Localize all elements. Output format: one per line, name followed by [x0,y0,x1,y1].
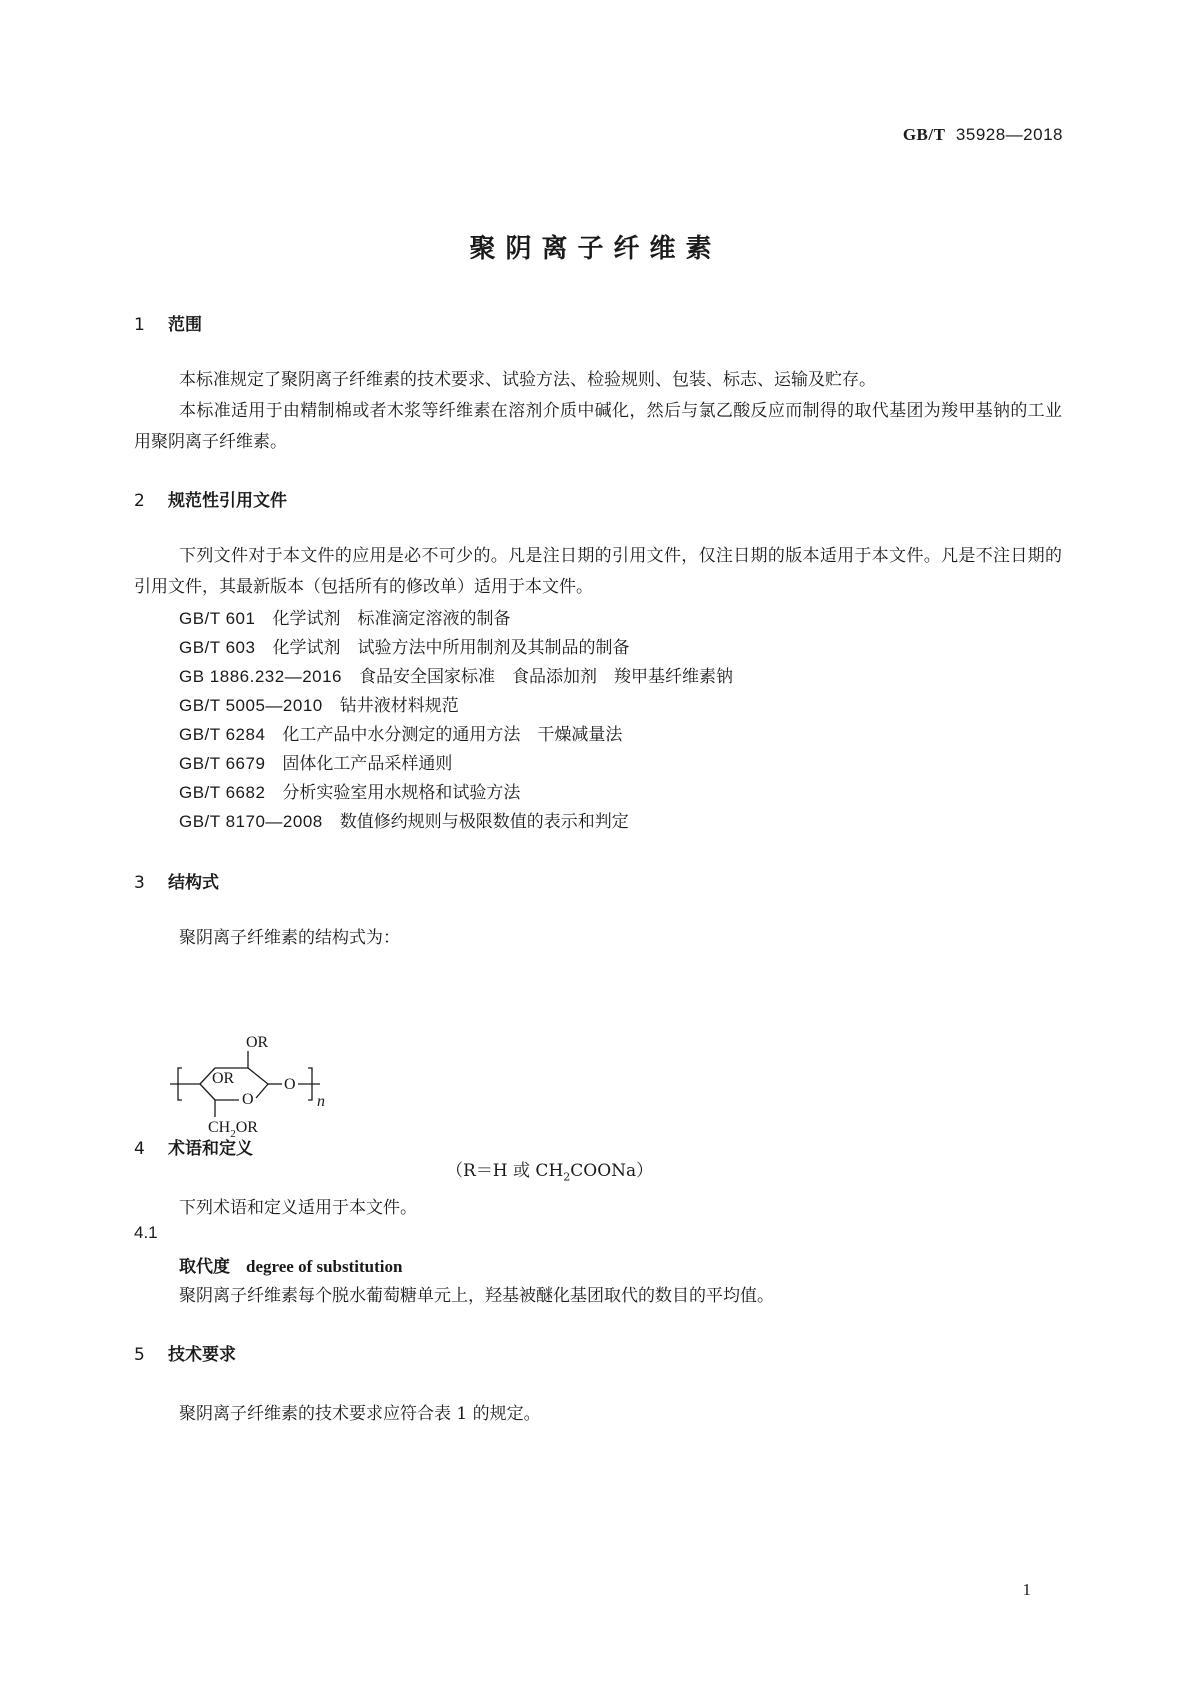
section-1-paragraph-2: 本标准适用于由精制棉或者木浆等纤维素在溶剂介质中碱化，然后与氯乙酸反应而制得的取代基团为羧甲基钠的工业用聚阴离子纤维素。 [134,401,1062,452]
reference-item [179,604,510,629]
formula-ring-oxygen: O [242,1091,254,1108]
term-english: degree of substitution [246,1257,403,1276]
section-title: 术语和定义 [168,1139,253,1159]
section-number: 2 [134,491,145,511]
section-number: 3 [134,873,145,893]
reference-code: GB 1886.232—2016 [179,667,343,686]
reference-item [179,807,629,832]
reference-item [179,691,459,716]
reference-code: GB/T 6679 [179,754,266,773]
document-title: 聚阴离子纤维素 [469,234,722,264]
formula-or-left: OR [212,1070,235,1087]
formula-n: n [317,1093,325,1110]
formula-sub2: 2 [230,1128,236,1140]
reference-code: GB/T 6682 [179,783,266,802]
reference-title: 钻井液材料规范 [339,696,459,716]
section-4-intro: 下列术语和定义适用于本文件。 [179,1198,417,1218]
section-2-heading [134,486,287,511]
section-title: 范围 [168,315,202,335]
reference-code: GB/T 603 [179,638,256,657]
standard-code-number: 35928—2018 [955,125,1063,144]
section-3-heading [134,868,219,893]
reference-item [179,778,520,803]
reference-title: 化学试剂 标准滴定溶液的制备 [272,609,511,629]
page-number: 1 [1022,1580,1031,1599]
section-4-heading [134,1134,253,1159]
section-title: 规范性引用文件 [168,491,287,511]
section-number: 1 [134,315,145,335]
reference-item [179,633,629,658]
caption-pre: （R＝H 或 CH [446,1161,564,1181]
section-1-paragraph-1: 本标准规定了聚阴离子纤维素的技术要求、试验方法、检验规则、包装、标志、运输及贮存。 [179,370,876,390]
section-5-intro: 聚阴离子纤维素的技术要求应符合表 1 的规定。 [179,1404,541,1424]
reference-code: GB/T 8170—2008 [179,812,323,831]
formula-or-bottom: OR [235,1119,258,1136]
section-2-intro: 下列文件对于本文件的应用是必不可少的。凡是注日期的引用文件，仅注日期的版本适用于本文件。凡是不注日期的引用文件，其最新版本（包括所有的修改单）适用于本文件。 [134,546,1062,597]
caption-post: COONa） [570,1161,654,1181]
formula-or-top: OR [246,1034,269,1051]
formula-ch: CH [208,1119,231,1136]
section-5-heading [134,1340,236,1365]
section-number: 5 [134,1345,145,1365]
section-3-intro: 聚阴离子纤维素的结构式为： [179,928,400,948]
reference-item [179,749,452,774]
reference-code: GB/T 601 [179,609,256,628]
term-definition: 聚阴离子纤维素每个脱水葡萄糖单元上，羟基被醚化基团取代的数目的平均值。 [179,1286,774,1306]
caption-sub: 2 [563,1170,571,1184]
section-title: 结构式 [168,873,219,893]
reference-title: 化学试剂 试验方法中所用制剂及其制品的制备 [272,638,630,658]
reference-item [179,662,733,687]
section-number: 4 [134,1139,145,1159]
reference-title: 化工产品中水分测定的通用方法 干燥减量法 [282,725,623,745]
reference-item [179,720,622,745]
reference-title: 固体化工产品采样通则 [282,754,453,774]
reference-title: 分析实验室用水规格和试验方法 [282,783,521,803]
reference-code: GB/T 6284 [179,725,266,744]
section-title: 技术要求 [168,1345,236,1365]
term-number: 4.1 [134,1223,158,1242]
term-chinese: 取代度 [179,1257,230,1277]
reference-title: 食品安全国家标准 食品添加剂 羧甲基纤维素钠 [359,667,734,687]
term-heading [179,1252,402,1277]
standard-code-prefix: GB/T [902,125,946,144]
reference-title: 数值修约规则与极限数值的表示和判定 [339,812,629,832]
formula-caption [446,1156,653,1183]
formula-link-oxygen: O [284,1076,296,1093]
section-1-heading [134,310,202,335]
standard-code [903,125,1063,145]
reference-code: GB/T 5005—2010 [179,696,323,715]
